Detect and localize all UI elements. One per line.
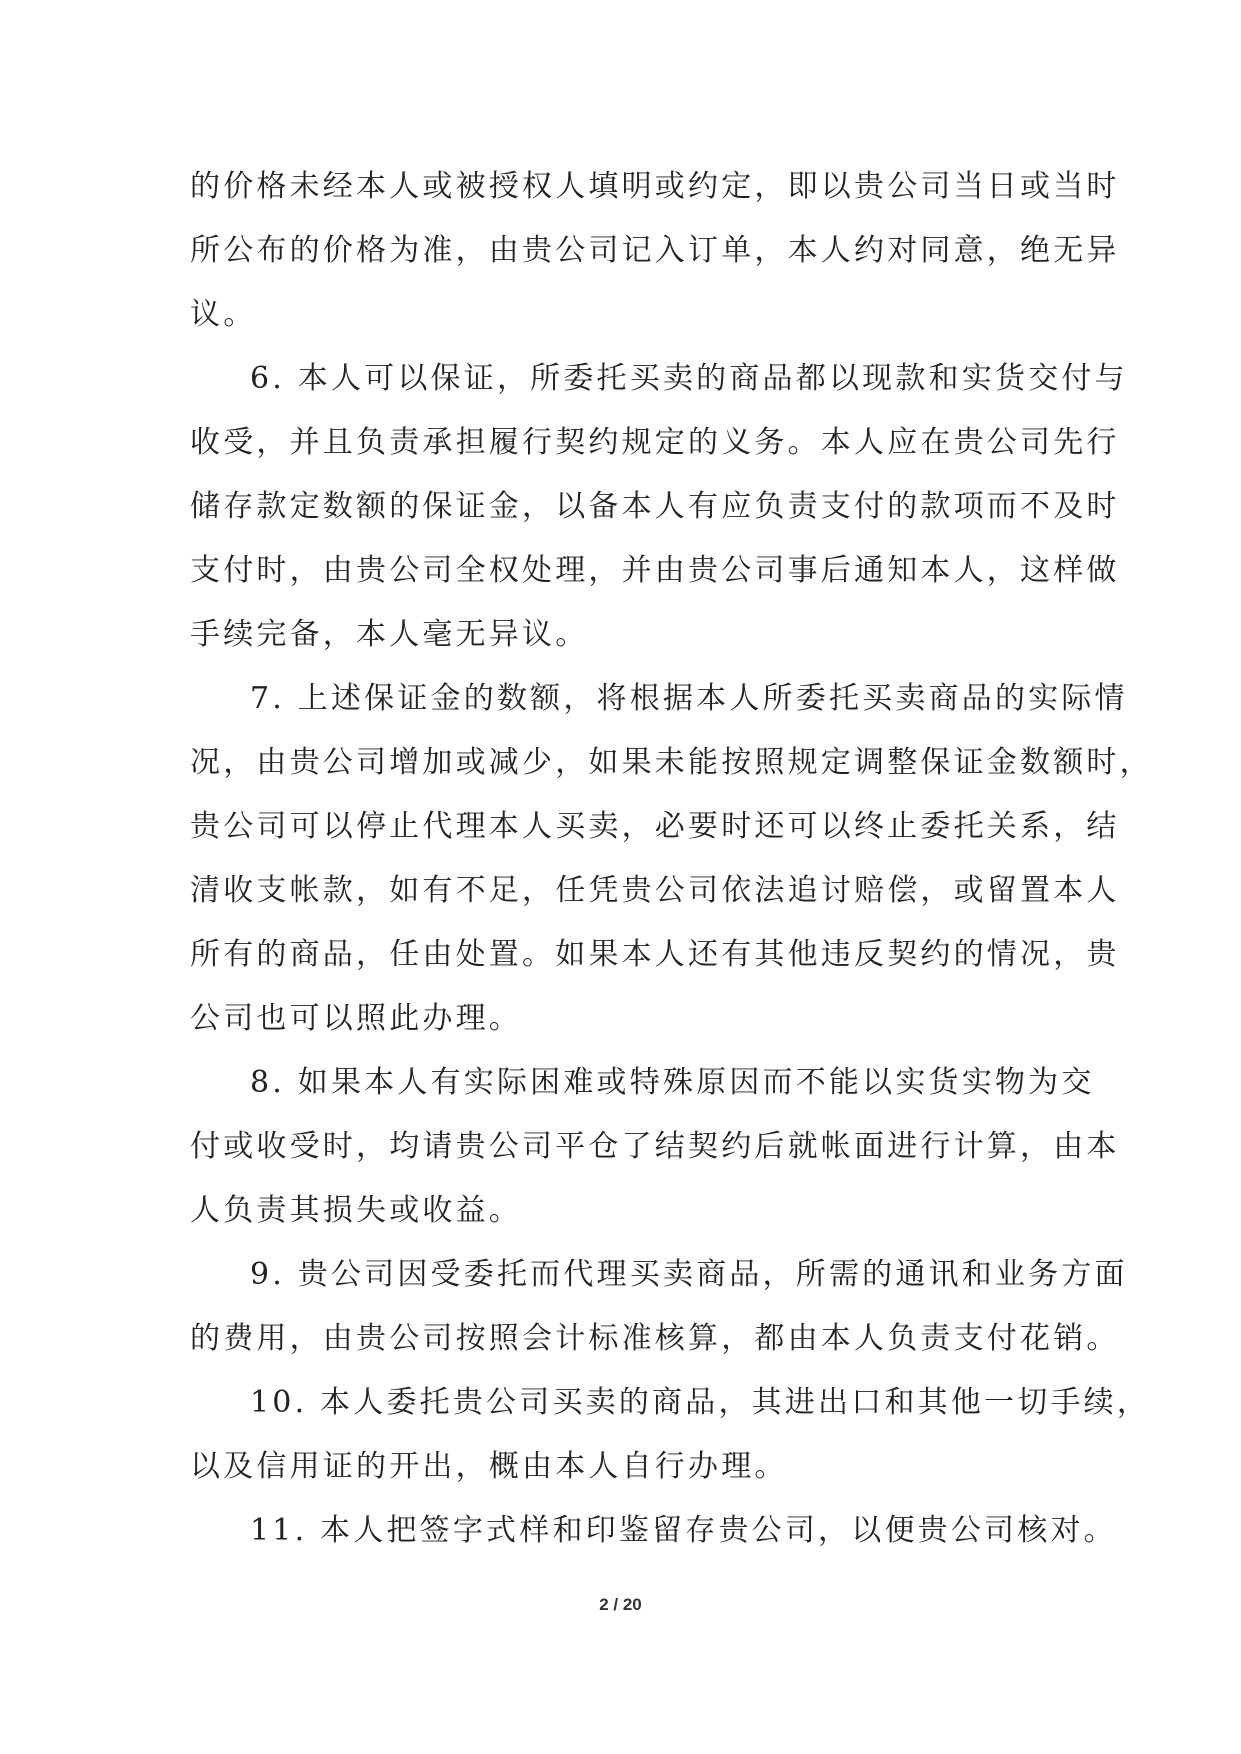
clause-10-first-line: 10. 本人委托贵公司买卖的商品，其进出口和其他一切手续， bbox=[250, 1385, 1151, 1420]
text-line: 所有的商品，任由处置。如果本人还有其他违反契约的情况，贵 bbox=[190, 937, 1120, 972]
text-line: 手续完备，本人毫无异议。 bbox=[190, 617, 589, 652]
clause-11-first-line: 11. 本人把签字式样和印鉴留存贵公司，以便贵公司核对。 bbox=[250, 1513, 1117, 1548]
text-line: 的费用，由贵公司按照会计标准核算，都由本人负责支付花销。 bbox=[190, 1321, 1120, 1356]
text-line: 收受，并且负责承担履行契约规定的义务。本人应在贵公司先行 bbox=[190, 425, 1120, 460]
text-line: 公司也可以照此办理。 bbox=[190, 1001, 522, 1036]
text-line: 人负责其损失或收益。 bbox=[190, 1193, 522, 1228]
text-line: 清收支帐款，如有不足，任凭贵公司依法追讨赔偿，或留置本人 bbox=[190, 873, 1120, 908]
clause-8-first-line: 8. 如果本人有实际困难或特殊原因而不能以实货实物为交 bbox=[250, 1065, 1095, 1100]
text-line: 贵公司可以停止代理本人买卖，必要时还可以终止委托关系，结 bbox=[190, 809, 1120, 844]
clause-9-first-line: 9. 贵公司因受委托而代理买卖商品，所需的通讯和业务方面 bbox=[250, 1257, 1128, 1292]
document-body bbox=[190, 155, 1153, 1563]
clause-7-first-line: 7. 上述保证金的数额，将根据本人所委托买卖商品的实际情 bbox=[250, 681, 1128, 716]
text-line: 以及信用证的开出，概由本人自行办理。 bbox=[190, 1449, 788, 1484]
text-line: 的价格未经本人或被授权人填明或约定，即以贵公司当日或当时 bbox=[190, 169, 1120, 204]
text-line: 付或收受时，均请贵公司平仓了结契约后就帐面进行计算，由本 bbox=[190, 1129, 1120, 1164]
text-line: 支付时，由贵公司全权处理，并由贵公司事后通知本人，这样做 bbox=[190, 553, 1120, 588]
text-line: 议。 bbox=[190, 297, 257, 332]
text-line: 储存款定数额的保证金，以备本人有应负责支付的款项而不及时 bbox=[190, 489, 1120, 524]
text-line: 况，由贵公司增加或减少，如果未能按照规定调整保证金数额时， bbox=[190, 745, 1153, 780]
text-line: 所公布的价格为准，由贵公司记入订单，本人约对同意，绝无异 bbox=[190, 233, 1120, 268]
clause-6-first-line: 6. 本人可以保证，所委托买卖的商品都以现款和实货交付与 bbox=[250, 361, 1128, 396]
page-number: 2 / 20 bbox=[599, 1595, 642, 1614]
